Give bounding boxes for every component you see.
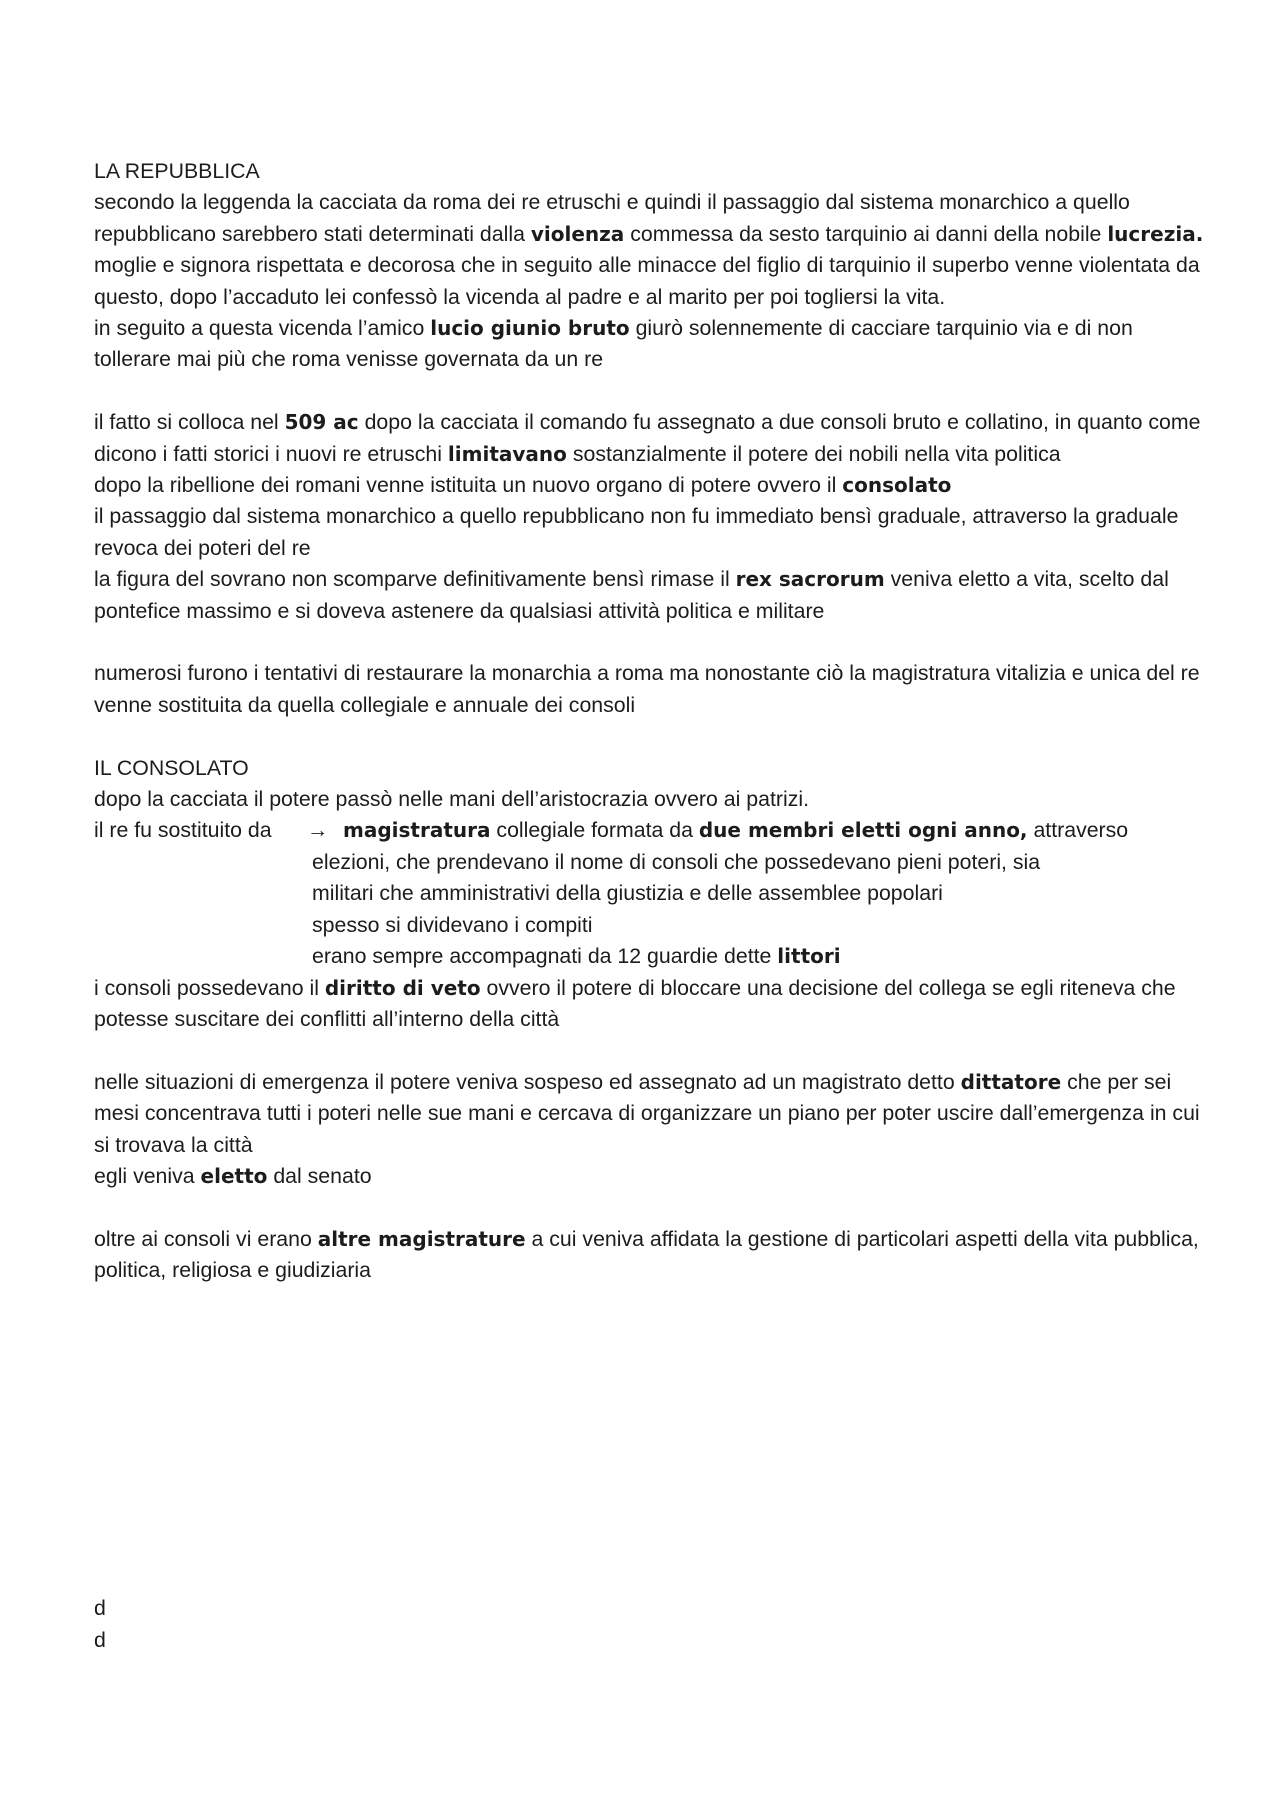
text: ovvero il potere di bloccare una decisione del collega se egli riteneva che potesse suscitare dei conflitti all’interno della città	[94, 975, 1176, 1031]
blank-line	[94, 627, 1204, 658]
bold-term: lucio giunio bruto	[430, 316, 630, 341]
bold-term: limitavano	[447, 441, 567, 466]
text: il fatto si colloca nel	[94, 410, 285, 435]
sostituito-row	[94, 815, 1204, 846]
bold-term: littori	[777, 944, 841, 969]
paragraph-tentativi: numerosi furono i tentativi di restaurare la monarchia a roma ma nonostante ciò la magistratura vitalizia e unica del re venne sostituita da quella collegiale e annuale dei consoli	[94, 661, 1200, 717]
text: collegiale formata da	[490, 818, 699, 843]
bold-term: due membri eletti ogni anno,	[698, 818, 1028, 843]
text: secondo la leggenda la cacciata da roma dei re etruschi e quindi il passaggio dal sistema monarchico a quello repubblicano sarebbero stati determinati dalla	[94, 190, 1130, 246]
document-page	[94, 156, 1204, 1287]
text: nelle situazioni di emergenza il potere veniva sospeso ed assegnato ad un magistrato detto	[94, 1069, 961, 1094]
stray-letter: d	[94, 1628, 106, 1652]
text: la figura del sovrano non scomparve definitivamente bensì rimase il	[94, 567, 736, 592]
text: veniva eletto a vita, scelto dal pontefice massimo e si doveva astenere da qualsiasi attività politica e militare	[94, 567, 1169, 623]
bold-term: rex sacrorum	[735, 567, 885, 592]
bold-term: lucrezia.	[1107, 221, 1204, 246]
text: giurò solennemente di cacciare tarquinio via e di non tollerare mai più che roma venisse governata da un re	[94, 316, 1133, 372]
paragraph-bruto	[94, 313, 1204, 376]
paragraph-leggenda	[94, 187, 1204, 250]
text: il re fu sostituito da	[94, 818, 272, 843]
text: attraverso	[1027, 818, 1129, 843]
paragraph-eletto	[94, 1161, 1204, 1192]
text: commessa da sesto tarquinio ai danni della nobile	[624, 221, 1108, 246]
blank-line	[94, 721, 1204, 752]
bold-term: 509 ac	[284, 410, 359, 435]
paragraph-veto	[94, 973, 1204, 1036]
text: dopo la ribellione dei romani venne istituita un nuovo organo di potere ovvero il	[94, 473, 843, 498]
text: che per sei mesi concentrava tutti i poteri nelle sue mani e cercava di organizzare un piano per poter uscire dall’emergenza in cui si trovava la città	[94, 1069, 1200, 1157]
indented-line: militari che amministrativi della giustizia e delle assemblee popolari	[312, 881, 943, 906]
paragraph-lucrezia: moglie e signora rispettata e decorosa che in seguito alle minacce del figlio di tarquinio il superbo venne violentata da questo, dopo l’accaduto lei confessò la vicenda al padre e al marito per poi togliersi la vita.	[94, 253, 1200, 309]
paragraph-magistrature	[94, 1224, 1204, 1287]
text: erano sempre accompagnati da 12 guardie dette	[312, 944, 778, 969]
blank-line	[94, 1035, 1204, 1066]
paragraph-consolato	[94, 470, 1204, 501]
heading-il-consolato: IL CONSOLATO	[94, 755, 249, 780]
text: egli veniva	[94, 1163, 201, 1188]
text: a cui veniva affidata la gestione di particolari aspetti della vita pubblica, politica, religiosa e giudiziaria	[94, 1226, 1199, 1283]
paragraph-passaggio: il passaggio dal sistema monarchico a quello repubblicano non fu immediato bensì graduale, attraverso la graduale revoca dei poteri del re	[94, 504, 1179, 560]
heading-la-repubblica: LA REPUBBLICA	[94, 159, 260, 183]
bold-term: diritto di veto	[324, 975, 481, 1000]
blank-line	[94, 1192, 1204, 1223]
bold-term: altre magistrature	[317, 1226, 526, 1251]
bold-term: eletto	[200, 1163, 268, 1188]
text: in seguito a questa vicenda l’amico	[94, 316, 431, 341]
paragraph-rex-sacrorum	[94, 564, 1204, 627]
bold-term: violenza	[530, 221, 625, 246]
arrow-icon: →	[307, 818, 329, 843]
text: dal senato	[267, 1163, 372, 1188]
blank-line	[94, 376, 1204, 407]
indented-line: spesso si dividevano i compiti	[312, 912, 593, 937]
text: sostanzialmente il potere dei nobili nella vita politica	[566, 441, 1061, 466]
bold-term: consolato	[842, 473, 952, 498]
indented-line: elezioni, che prendevano il nome di consoli che possedevano pieni poteri, sia	[312, 849, 1041, 874]
text: i consoli possedevano il	[94, 975, 325, 1000]
indented-line	[94, 941, 1204, 972]
paragraph-dittatore	[94, 1067, 1204, 1161]
stray-letter: d	[94, 1596, 106, 1620]
text: oltre ai consoli vi erano	[94, 1226, 318, 1251]
text: dopo la cacciata il comando fu assegnato a due consoli bruto e collatino, in quanto come dicono i fatti storici i nuovi re etruschi	[94, 410, 1201, 466]
paragraph-509	[94, 407, 1204, 470]
bold-term: dittatore	[960, 1069, 1062, 1094]
bold-term: magistratura	[343, 818, 491, 843]
paragraph-patrizi: dopo la cacciata il potere passò nelle mani dell’aristocrazia ovvero ai patrizi.	[94, 787, 809, 812]
